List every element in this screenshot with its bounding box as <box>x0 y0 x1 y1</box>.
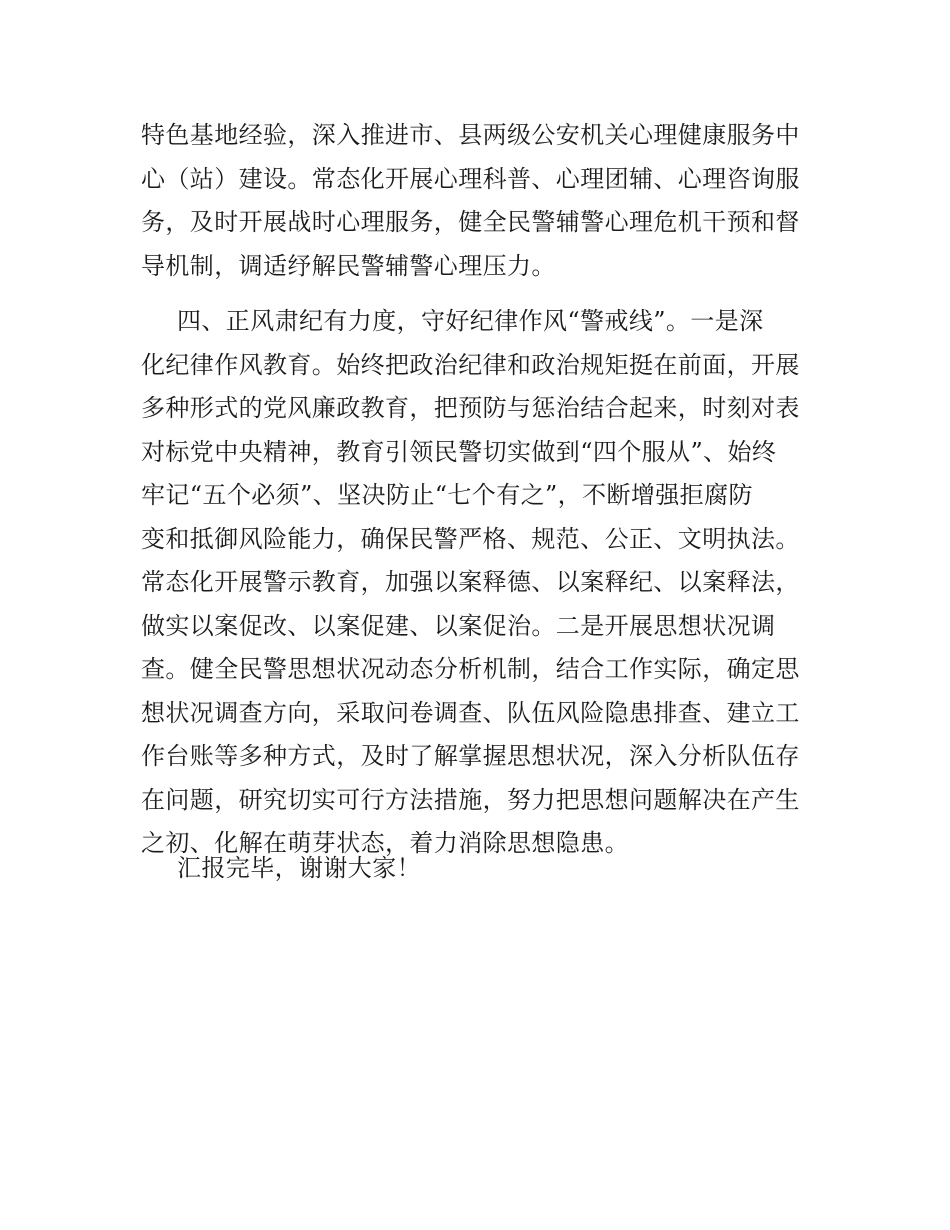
paragraph-line: 在问题，研究切实可行方法措施，努力把思想问题解决在产生 <box>141 785 800 814</box>
paragraph-discipline <box>141 300 809 866</box>
paragraph-line: 查。健全民警思想状况动态分析机制，结合工作实际，确定思 <box>141 655 800 683</box>
closing-line: 汇报完毕，谢谢大家！ <box>177 854 421 882</box>
paragraph-line: 化纪律作风教育。始终把政治纪律和政治规矩挺在前面，开展 <box>141 350 800 379</box>
paragraph-line: 想状况调查方向，采取问卷调查、队伍风险隐患排查、建立工 <box>141 698 800 727</box>
paragraph-line: 变和抵御风险能力，确保民警严格、规范、公正、文明执法。 <box>141 524 800 553</box>
paragraph-line: 导机制，调适纾解民警辅警心理压力。 <box>141 251 556 280</box>
paragraph-line: 作台账等多种方式，及时了解掌握思想状况，深入分析队伍存 <box>141 742 800 770</box>
paragraph-line: 之初、化解在萌芽状态，着力消除思想隐患。 <box>141 829 629 857</box>
paragraph-line: 牢记“五个必须”、坚决防止“七个有之”，不断增强拒腐防 <box>141 481 753 509</box>
paragraph-line: 常态化开展警示教育，加强以案释德、以案释纪、以案释法， <box>141 568 800 596</box>
paragraph-closing <box>141 847 809 891</box>
paragraph-line: 心（站）建设。常态化开展心理科普、心理团辅、心理咨询服 <box>141 164 800 193</box>
paragraph-line: 做实以案促改、以案促建、以案促治。二是开展思想状况调 <box>141 611 776 640</box>
paragraph-line: 四、正风肃纪有力度，守好纪律作风“警戒线”。一是深 <box>177 307 764 335</box>
paragraph-line: 对标党中央精神，教育引领民警切实做到“四个服从”、始终 <box>141 437 777 466</box>
paragraph-line: 特色基地经验，深入推进市、县两级公安机关心理健康服务中 <box>141 121 800 149</box>
paragraph-line: 多种形式的党风廉政教育，把预防与惩治结合起来，时刻对表 <box>141 394 800 422</box>
paragraph-continuation <box>141 114 809 288</box>
paragraph-line: 务，及时开展战时心理服务，健全民警辅警心理危机干预和督 <box>141 208 800 236</box>
